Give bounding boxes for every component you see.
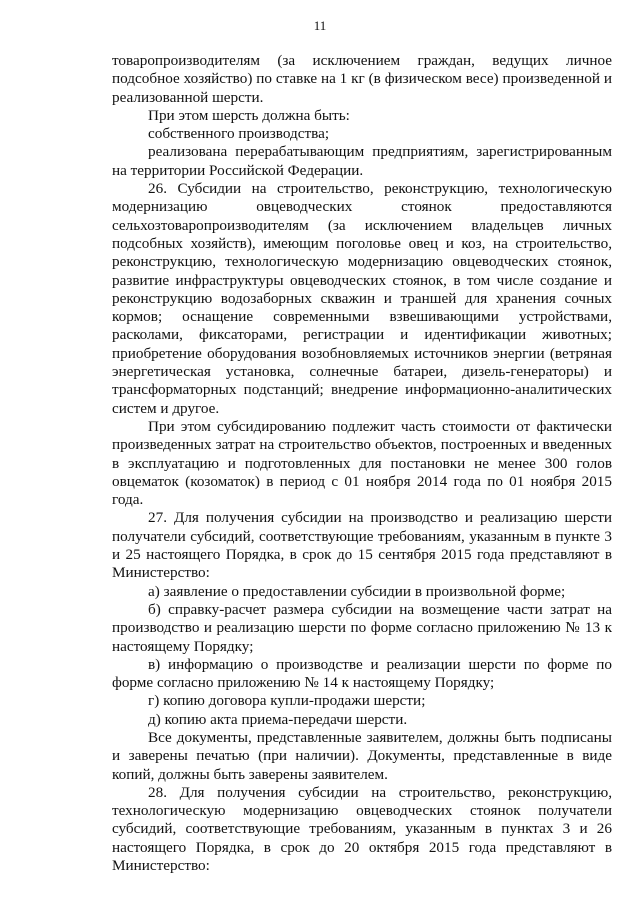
paragraph-sold-to-processors: реализована перерабатывающим предприятиям, зарегистрированным на территории Российской Федерации. (112, 143, 612, 179)
paragraph-documents-signed: Все документы, представленные заявителем, должны быть подписаны и заверены печатью (при наличии). Документы, представленные в виде копий, должны быть заверены заявителем. (112, 728, 612, 783)
paragraph-clause-28: 28. Для получения субсидии на строительство, реконструкцию, технологическую модернизацию овцеводческих стоянок получатели субсидий, соответствующие требованиям, указанным в пунктах 3 и 26 настоящего Порядка, в срок до 20 октября 2015 года представляют в Министерство: (112, 783, 612, 875)
paragraph-continuation: товаропроизводителям (за исключением граждан, ведущих личное подсобное хозяйство) по ставке на 1 кг (в физическом весе) произведенной и реализованной шерсти. (112, 52, 612, 106)
page-number: 11 (313, 18, 327, 33)
paragraph-own-production: собственного производства; (148, 125, 330, 143)
paragraph-clause-27: 27. Для получения субсидии на производство и реализацию шерсти получатели субсидий, соответствующие требованиям, указанным в пункте 3 и 25 настоящего Порядка, в срок до 15 сентября 2015 года представляют в Министерство: (112, 509, 612, 582)
paragraph-wool-requirements: При этом шерсть должна быть: (148, 106, 350, 124)
list-item-d: д) копию акта приема-передачи шерсти. (148, 710, 408, 728)
paragraph-subsidized-part: При этом субсидированию подлежит часть стоимости от фактически произведенных затрат на строительство объектов, построенных и введенных в эксплуатацию и подготовленных для постановки не менее 300 голов овцематок (козоматок) в период с 01 ноября 2014 года по 01 ноября 2015 года. (112, 417, 612, 509)
list-item-b: б) справку-расчет размера субсидии на возмещение части затрат на производство и реализацию шерсти по форме согласно приложению № 13 к настоящему Порядку; (112, 600, 612, 655)
list-item-g: г) копию договора купли-продажи шерсти; (148, 692, 426, 710)
list-item-a: а) заявление о предоставлении субсидии в произвольной форме; (148, 582, 566, 600)
document-body (112, 52, 612, 875)
list-item-v: в) информацию о производстве и реализации шерсти по форме по форме согласно приложению № 14 к настоящему Порядку; (112, 655, 612, 692)
paragraph-clause-26: 26. Субсидии на строительство, реконструкцию, технологическую модернизацию овцеводческих стоянок предоставляются сельхозтоваропроизводителям (за исключением владельцев личных подсобных хозяйств), имеющим поголовье овец и коз, на строительство, реконструкцию, технологическую модернизацию овцеводческих стоянок, развитие инфраструктуры овцеводческих стоянок, в том числе создание и реконструкцию водозаборных скважин и траншей для хранения сочных кормов; оснащение современными взвешивающими устройствами, расколами, фиксаторами, регистрации и идентификации животных; приобретение оборудования возобновляемых источников энергии (ветряная энергетическая установка, солнечные батареи, дизель-генераторы) и трансформаторных подстанций; внедрение информационно-аналитических систем и другое. (112, 180, 612, 417)
